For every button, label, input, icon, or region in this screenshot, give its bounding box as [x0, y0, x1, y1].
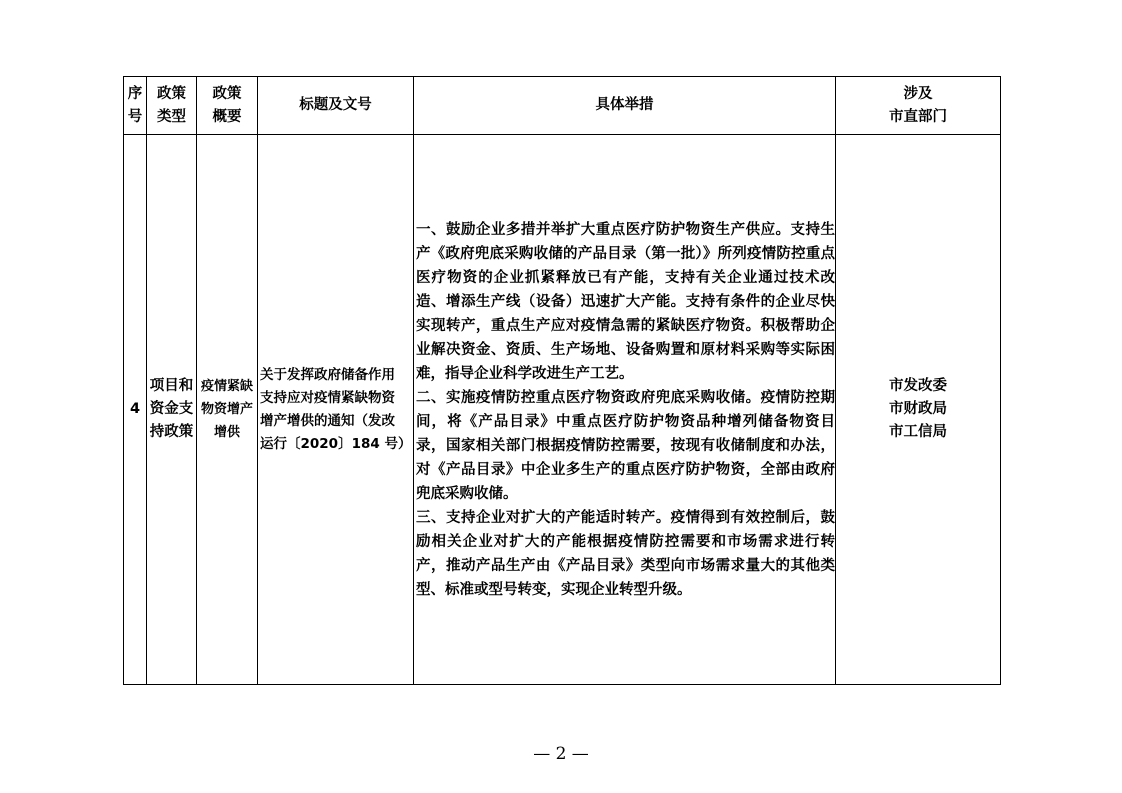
- cell-policy-type-line: 项目和: [149, 378, 194, 394]
- header-index-line: 序: [127, 85, 143, 102]
- header-policy-type-line: 政策: [157, 85, 186, 102]
- header-departments: [836, 77, 1001, 135]
- cell-policy-summary-line: 疫情紧缺: [200, 379, 253, 394]
- header-policy-summary-line: 概要: [212, 108, 242, 125]
- header-policy-type-line: 类型: [157, 108, 186, 125]
- department-item: 市工信局: [889, 424, 947, 440]
- cell-index: 4: [124, 135, 147, 685]
- table-row: [124, 135, 1001, 685]
- cell-title-doc: [258, 135, 414, 685]
- cell-policy-summary: [197, 135, 258, 685]
- header-departments-line: 涉及: [903, 85, 933, 102]
- cell-policy-type: [147, 135, 197, 685]
- header-policy-summary: [197, 77, 258, 135]
- department-item: 市财政局: [889, 401, 947, 417]
- cell-policy-summary-line: 增供: [213, 425, 240, 440]
- cell-measures: [414, 135, 836, 685]
- page-number: — 2 —: [533, 744, 589, 764]
- cell-title-doc-line: 关于发挥政府储备作用: [260, 366, 395, 383]
- policy-table: [123, 76, 1001, 685]
- cell-policy-summary-line: 物资增产: [200, 402, 253, 417]
- department-item: 市发改委: [889, 378, 947, 394]
- measure-paragraph-2: 二、实施疫情防控重点医疗物资政府兜底采购收储。疫情防控期间，将《产品目录》中重点医疗防护物资品种增列储备物资目录，国家相关部门根据疫情防控需要，按现有收储制度和办法，对《产品目录》中企业多生产的重点医疗防护物资，全部由政府兜底采购收储。: [416, 389, 835, 502]
- cell-policy-type-line: 资金支: [149, 401, 194, 417]
- cell-policy-type-line: 持政策: [149, 424, 194, 440]
- header-departments-line: 市直部门: [889, 108, 947, 125]
- header-title-doc: 标题及文号: [258, 77, 414, 135]
- table-header-row: [124, 77, 1001, 135]
- cell-title-doc-line: 运行〔2020〕184 号）: [260, 435, 412, 452]
- header-policy-type: [147, 77, 197, 135]
- header-measures: 具体举措: [414, 77, 836, 135]
- header-policy-summary-line: 政策: [212, 85, 242, 102]
- measure-paragraph-3: 三、支持企业对扩大的产能适时转产。疫情得到有效控制后，鼓励相关企业对扩大的产能根据疫情防控需要和市场需求进行转产，推动产品生产由《产品目录》类型向市场需求量大的其他类型、标准或型号转变，实现企业转型升级。: [416, 509, 835, 598]
- header-index-line: 号: [127, 108, 143, 125]
- measure-paragraph-1: 一、鼓励企业多措并举扩大重点医疗防护物资生产供应。支持生产《政府兜底采购收储的产品目录（第一批）》所列疫情防控重点医疗物资的企业抓紧释放已有产能，支持有关企业通过技术改造、增添生产线（设备）迅速扩大产能。支持有条件的企业尽快实现转产，重点生产应对疫情急需的紧缺医疗物资。积极帮助企业解决资金、资质、生产场地、设备购置和原材料采购等实际困难，指导企业科学改进生产工艺。: [416, 221, 835, 382]
- cell-title-doc-line: 支持应对疫情紧缺物资: [260, 389, 395, 406]
- cell-departments: [836, 135, 1001, 685]
- cell-title-doc-line: 增产增供的通知（发改: [260, 412, 395, 429]
- header-index: [124, 77, 147, 135]
